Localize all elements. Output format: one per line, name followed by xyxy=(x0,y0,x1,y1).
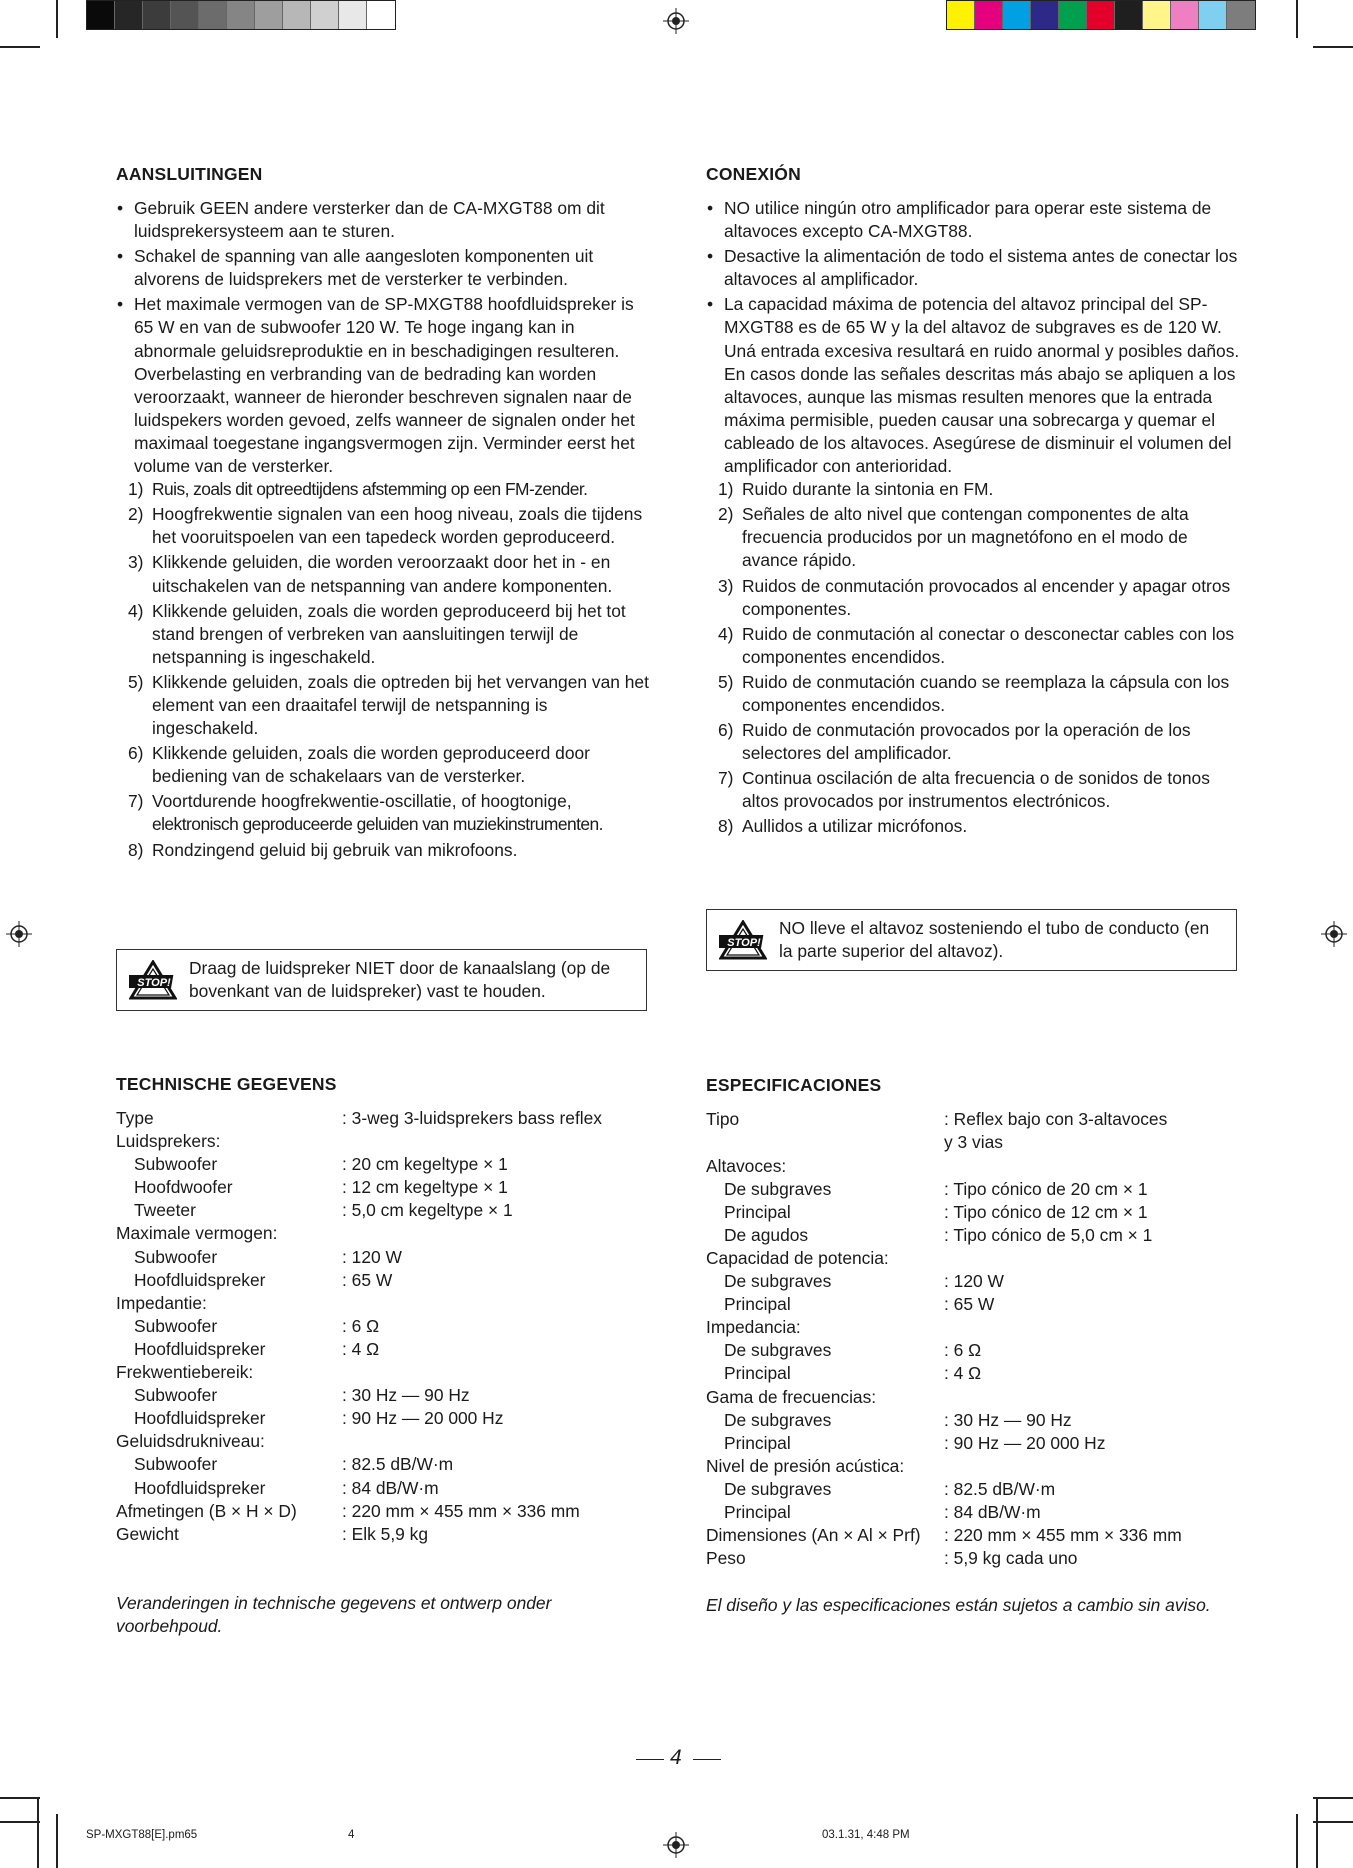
spec-row xyxy=(706,1178,1266,1201)
list-item: 1) Ruis, zoals dit optreedtijdens afstemming op een FM-zender. xyxy=(128,479,588,500)
spec-row xyxy=(116,1338,676,1361)
spec-row xyxy=(706,1247,1266,1270)
spec-row xyxy=(116,1453,676,1476)
crop-mark-top-left-v xyxy=(56,0,58,38)
list-item: 2) Hoogfrekwentie signalen van een hoog niveau, zoals die tijdens het vooruitspoelen van een tapedeck worden geproduceerd. xyxy=(128,504,643,548)
spec-row xyxy=(116,1315,676,1338)
gray-calibration-bar xyxy=(86,0,396,30)
list-item: 7) Voortdurende hoogfrekwentie-oscillatie, of hoogtonige, elektronisch geproduceerde geluiden van muziekinstrumenten. xyxy=(128,791,603,835)
color-swatch xyxy=(1199,1,1227,29)
color-swatch xyxy=(1143,1,1171,29)
spec-label: Principal xyxy=(724,1363,791,1384)
color-swatch xyxy=(1171,1,1199,29)
spec-label: De subgraves xyxy=(724,1409,832,1430)
color-swatch xyxy=(227,1,255,29)
spec-row xyxy=(116,1361,676,1384)
registration-mark-top-icon xyxy=(663,8,689,34)
color-swatch xyxy=(1003,1,1031,29)
crop-mark-bottom-right-v xyxy=(1296,1814,1298,1868)
color-calibration-bar xyxy=(946,0,1256,30)
spec-value: : Reflex bajo con 3-altavoces y 3 vias xyxy=(944,1109,1168,1152)
spec-row xyxy=(116,1430,676,1453)
spec-value: : 5,9 kg cada uno xyxy=(944,1548,1078,1569)
svg-text:STOP!: STOP! xyxy=(137,977,171,989)
spec-row xyxy=(116,1292,676,1315)
spec-value: : 84 dB/W·m xyxy=(342,1477,439,1498)
spec-label: Peso xyxy=(706,1548,746,1569)
spec-label: Maximale vermogen: xyxy=(116,1223,278,1244)
spec-row xyxy=(116,1246,676,1269)
spec-label: Principal xyxy=(724,1294,791,1315)
spec-label: Hoofdluidspreker xyxy=(134,1477,266,1498)
spec-value: : Tipo cónico de 12 cm × 1 xyxy=(944,1201,1148,1222)
spec-label: Tipo xyxy=(706,1109,740,1129)
spec-label: De subgraves xyxy=(724,1271,832,1292)
color-swatch xyxy=(975,1,1003,29)
spec-value: : 12 cm kegeltype × 1 xyxy=(342,1177,508,1198)
color-swatch xyxy=(1115,1,1143,29)
spec-label: De subgraves xyxy=(724,1340,832,1361)
spec-row xyxy=(706,1293,1266,1316)
spec-row xyxy=(706,1547,1266,1570)
color-swatch xyxy=(283,1,311,29)
stop-warning-icon xyxy=(719,920,767,960)
spec-value: : 82.5 dB/W·m xyxy=(342,1454,454,1475)
list-item: 5) Ruido de conmutación cuando se reemplaza la cápsula con los componentes encendidos. xyxy=(718,671,1230,715)
list-item: • Desactive la alimentación de todo el sistema antes de conectar los altavoces al amplificador. xyxy=(706,245,1246,291)
spec-label: Afmetingen (B × H × D) xyxy=(116,1500,297,1521)
color-swatch xyxy=(199,1,227,29)
spec-row xyxy=(116,1500,676,1523)
color-swatch xyxy=(367,1,395,29)
page-number-rule-left xyxy=(636,1759,664,1760)
list-item: • Gebruik GEEN andere versterker dan de CA-MXGT88 om dit luidsprekersysteem aan te sturen. xyxy=(116,197,656,243)
spec-row xyxy=(116,1477,676,1500)
spec-label: De subgraves xyxy=(724,1478,832,1499)
spec-row xyxy=(116,1269,676,1292)
spec-value: : 220 mm × 455 mm × 336 mm xyxy=(944,1525,1182,1546)
list-item: 8) Aullidos a utilizar micrófonos. xyxy=(718,816,968,837)
color-swatch xyxy=(143,1,171,29)
spec-row xyxy=(116,1176,676,1199)
list-item: 2) Señales de alto nivel que contengan componentes de alta frecuencia producidos por un magnetófono en el modo de avance rápido. xyxy=(718,504,1189,571)
spec-value: : 30 Hz — 90 Hz xyxy=(944,1409,1072,1430)
spec-value: : 4 Ω xyxy=(944,1363,982,1384)
crop-mark-top-right-v xyxy=(1296,0,1298,38)
crop-mark-bottom-left-h xyxy=(0,1821,40,1823)
spec-row xyxy=(706,1386,1266,1409)
spec-label: Frekwentiebereik: xyxy=(116,1362,254,1383)
spec-label: Subwoofer xyxy=(134,1246,218,1267)
spec-label: Hoofdluidspreker xyxy=(134,1338,266,1359)
svg-text:STOP!: STOP! xyxy=(727,937,761,949)
footer-timestamp: 03.1.31, 4:48 PM xyxy=(822,1829,910,1841)
spanish-connections-list xyxy=(706,197,1246,841)
color-swatch xyxy=(947,1,975,29)
list-item-continuation: Overbelasting en verbranding van de bedrading kan worden veroorzaakt, wanneer de hieronder beschreven signalen naar de luidspekers worden gevoed, zelfs wanneer de signalen onder het maximaal toegestane ingangsvermogen zijn. Verminder eerst het volume van de versterker. xyxy=(134,363,635,477)
spec-value: : 6 Ω xyxy=(342,1315,380,1336)
spec-label: Capacidad de potencia: xyxy=(706,1247,889,1268)
dutch-numbered-list xyxy=(116,478,656,862)
dutch-caution-box xyxy=(116,949,647,1011)
list-item: 5) Klikkende geluiden, zoals die optreden bij het vervangen van het element van een draaitafel terwijl de netspanning is ingeschakeld. xyxy=(128,671,649,739)
spec-label: Hoofdwoofer xyxy=(134,1177,233,1198)
spec-value: : Tipo cónico de 5,0 cm × 1 xyxy=(944,1224,1153,1245)
list-item: 8) Rondzingend geluid bij gebruik van mikrofoons. xyxy=(128,839,518,860)
spec-value: : 120 W xyxy=(944,1271,1004,1292)
list-item: • Schakel de spanning van alle aangesloten komponenten uit alvorens de luidsprekers met de versterker te verbinden. xyxy=(116,245,656,291)
spec-label: Hoofdluidspreker xyxy=(134,1408,266,1429)
dutch-specs-heading: TECHNISCHE GEGEVENS xyxy=(116,1074,337,1094)
spec-label: Hoofdluidspreker xyxy=(134,1269,266,1290)
crop-mark-bottom-left-v xyxy=(56,1814,58,1868)
crop-mark-bottom-inner-v2 xyxy=(37,1797,39,1868)
spec-row xyxy=(706,1224,1266,1247)
dutch-specs-table xyxy=(116,1107,676,1546)
page-number-rule-right xyxy=(693,1759,721,1760)
spec-row xyxy=(116,1153,676,1176)
color-swatch xyxy=(171,1,199,29)
spec-label: Principal xyxy=(724,1502,791,1522)
spec-value: : 220 mm × 455 mm × 336 mm xyxy=(342,1500,580,1521)
spec-row xyxy=(706,1155,1266,1178)
crop-mark-bottom-inner-left xyxy=(1313,1797,1353,1799)
page-number: 4 xyxy=(670,1746,682,1769)
spec-value: : 3-weg 3-luidsprekers bass reflex xyxy=(342,1108,603,1128)
color-swatch xyxy=(311,1,339,29)
spec-label: Gewicht xyxy=(116,1523,179,1544)
spec-row xyxy=(706,1409,1266,1432)
list-item: 6) Ruido de conmutación provocados por la operación de los selectores del amplificador. xyxy=(718,720,1191,764)
spec-row xyxy=(116,1199,676,1222)
spec-row xyxy=(706,1524,1266,1547)
spec-label: De agudos xyxy=(724,1224,809,1245)
color-swatch xyxy=(1031,1,1059,29)
crop-mark-bottom-right-h xyxy=(1313,1821,1353,1823)
spanish-numbered-list xyxy=(706,478,1246,838)
spec-value: : 84 dB/W·m xyxy=(944,1502,1041,1522)
spec-label: Gama de frecuencias: xyxy=(706,1386,877,1407)
crop-mark-top-right-h xyxy=(1313,46,1353,48)
spec-label: Subwoofer xyxy=(134,1154,218,1175)
list-item: • Het maximale vermogen van de SP-MXGT88 hoofdluidspreker is 65 W en van de subwoofer 120 W. Te hoge ingang kan in abnormale geluidsreproduktie en in beschadigingen resulteren. xyxy=(116,293,656,362)
list-item: • La capacidad máxima de potencia del altavoz principal del SP-MXGT88 es de 65 W y la del altavoz de subgraves es de 120 W. Uná entrada excesiva resultará en ruido anormal y posibles daños. En casos donde las señales descritas más abajo se apliquen a los altavoces, aunque las mismas resulten menores que la entrada máxima permisible, pueden causar una sobrecarga y quemar el cableado de los altavoces. Asegúrese de disminuir el volumen del amplificador con anterioridad. xyxy=(706,293,1246,478)
spec-label: Subwoofer xyxy=(134,1315,218,1336)
color-swatch xyxy=(1059,1,1087,29)
crop-mark-bottom-inner-left2 xyxy=(0,1797,40,1799)
list-item: 3) Klikkende geluiden, die worden veroorzaakt door het in - en uitschakelen van de netspanning van andere komponenten. xyxy=(128,552,613,596)
spec-row xyxy=(706,1270,1266,1293)
spec-row xyxy=(706,1501,1266,1524)
spec-row xyxy=(706,1316,1266,1339)
list-item: 1) Ruido durante la sintonia en FM. xyxy=(718,479,994,500)
spec-label: Tweeter xyxy=(134,1200,196,1221)
spec-label: De subgraves xyxy=(724,1178,832,1199)
registration-mark-left-icon xyxy=(6,921,32,947)
spec-label: Luidsprekers: xyxy=(116,1131,221,1152)
spec-label: Geluidsdrukniveau: xyxy=(116,1431,265,1452)
spec-value: : 90 Hz — 20 000 Hz xyxy=(342,1408,504,1429)
spec-label: Principal xyxy=(724,1201,791,1222)
spanish-specs-heading: ESPECIFICACIONES xyxy=(706,1075,882,1095)
list-item: 7) Continua oscilación de alta frecuencia o de sonidos de tonos altos provocados por instrumentos electrónicos. xyxy=(718,768,1210,812)
spanish-connections-heading: CONEXIÓN xyxy=(706,164,801,184)
spec-row xyxy=(116,1407,676,1430)
spec-row xyxy=(116,1107,676,1130)
crop-mark-bottom-inner-v xyxy=(1316,1797,1318,1868)
list-item: • NO utilice ningún otro amplificador para operar este sistema de altavoces excepto CA-MXGT88. xyxy=(706,197,1246,243)
dutch-connections-list xyxy=(116,197,656,864)
dutch-caution-text: Draag de luidspreker NIET door de kanaalslang (op de bovenkant van de luidspreker) vast te houden. xyxy=(189,958,611,1002)
spec-value: : 6 Ω xyxy=(944,1340,982,1361)
spec-label: Type xyxy=(116,1108,154,1128)
spec-value: : 65 W xyxy=(944,1294,995,1315)
spanish-caution-text: NO lleve el altavoz sosteniendo el tubo de conducto (en la parte superior del altavoz). xyxy=(779,918,1210,962)
color-swatch xyxy=(1087,1,1115,29)
spec-row xyxy=(116,1523,676,1546)
spec-row xyxy=(706,1478,1266,1501)
spec-row xyxy=(116,1222,676,1245)
spec-value: : Elk 5,9 kg xyxy=(342,1523,429,1544)
spec-row xyxy=(706,1362,1266,1385)
spec-value: : 30 Hz — 90 Hz xyxy=(342,1385,470,1406)
dutch-connections-heading: AANSLUITINGEN xyxy=(116,164,263,184)
footer-page: 4 xyxy=(348,1829,355,1841)
spec-label: Altavoces: xyxy=(706,1155,787,1176)
spec-row xyxy=(706,1201,1266,1224)
spec-row xyxy=(116,1384,676,1407)
spec-value: : 4 Ω xyxy=(342,1338,380,1359)
spec-label: Subwoofer xyxy=(134,1385,218,1406)
dutch-specs-note: Veranderingen in technische gegevens et ontwerp onder voorbehpoud. xyxy=(116,1593,552,1636)
spec-row xyxy=(706,1108,1266,1154)
spec-label: Impedantie: xyxy=(116,1292,207,1313)
footer-filename: SP-MXGT88[E].pm65 xyxy=(86,1829,198,1841)
spec-value: : 82.5 dB/W·m xyxy=(944,1478,1056,1499)
spec-value: : Tipo cónico de 20 cm × 1 xyxy=(944,1178,1148,1199)
spanish-specs-note: El diseño y las especificaciones están sujetos a cambio sin aviso. xyxy=(706,1595,1211,1615)
spec-label: Principal xyxy=(724,1432,791,1453)
spec-row xyxy=(706,1455,1266,1478)
spec-value: : 20 cm kegeltype × 1 xyxy=(342,1154,508,1175)
registration-mark-bottom-icon xyxy=(663,1832,689,1858)
color-swatch xyxy=(339,1,367,29)
spec-row xyxy=(116,1130,676,1153)
spec-label: Subwoofer xyxy=(134,1454,218,1475)
list-item: 4) Klikkende geluiden, zoals die worden geproduceerd bij het tot stand brengen of verbreken van aansluitingen terwijl de netspanning is ingeschakeld. xyxy=(128,600,626,667)
spec-label: Impedancia: xyxy=(706,1317,801,1338)
spec-row xyxy=(706,1339,1266,1362)
color-swatch xyxy=(115,1,143,29)
spanish-specs-table xyxy=(706,1108,1266,1570)
stop-warning-icon xyxy=(129,960,177,1000)
spec-value: : 120 W xyxy=(342,1246,402,1267)
list-item: 4) Ruido de conmutación al conectar o desconectar cables con los componentes encendidos. xyxy=(718,623,1235,667)
spec-row xyxy=(706,1432,1266,1455)
spec-label: Dimensiones (An × Al × Prf) xyxy=(706,1525,921,1546)
list-item: 6) Klikkende geluiden, zoals die worden geproduceerd door bediening van de schakelaars van de versterker. xyxy=(128,743,590,787)
registration-mark-right-icon xyxy=(1321,921,1347,947)
color-swatch xyxy=(1227,1,1255,29)
spanish-caution-box xyxy=(706,909,1237,971)
color-swatch xyxy=(255,1,283,29)
spec-value: : 5,0 cm kegeltype × 1 xyxy=(342,1200,513,1221)
color-swatch xyxy=(87,1,115,29)
spec-label: Nivel de presión acústica: xyxy=(706,1455,905,1476)
spec-value: : 65 W xyxy=(342,1269,393,1290)
crop-mark-top-left-h xyxy=(0,46,40,48)
list-item: 3) Ruidos de conmutación provocados al encender y apagar otros componentes. xyxy=(718,575,1231,619)
spec-value: : 90 Hz — 20 000 Hz xyxy=(944,1432,1106,1453)
